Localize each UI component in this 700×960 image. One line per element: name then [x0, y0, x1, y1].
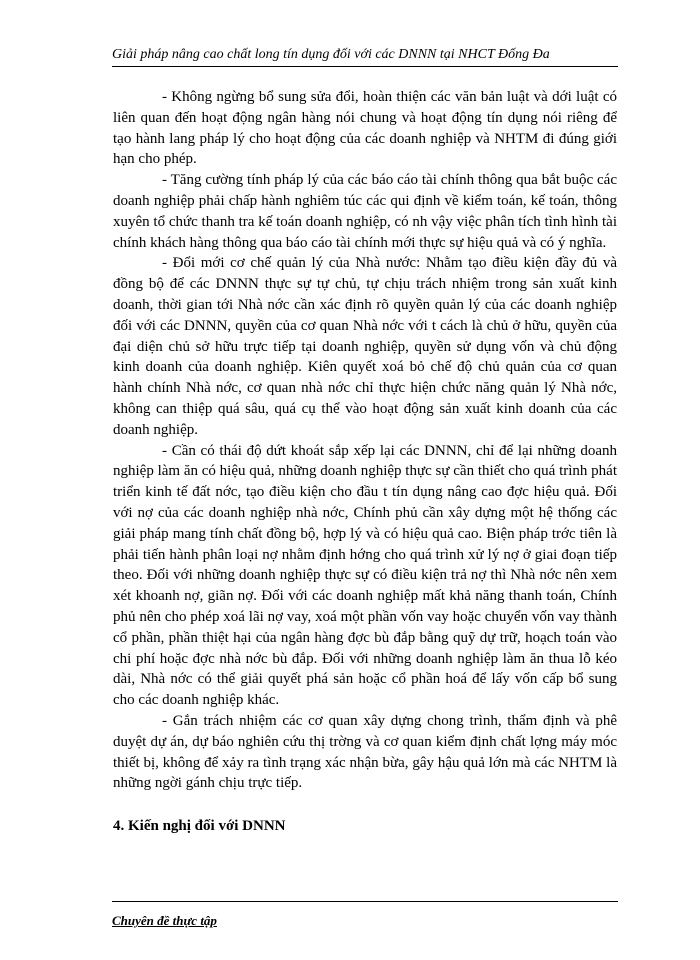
paragraph-financial-reporting: - Tăng cường tính pháp lý của các báo cáo tài chính thông qua bắt buộc các doanh nghiệp phải chấp hành nghiêm túc các qui định về kiểm toán, kế toán, thông xuyên tổ chức thanh tra kế toán doanh nghiệp, có nh vậy việc phân tích tình hình tài chính khách hàng thông qua báo cáo tài chính mới thực sự hiệu quả và có ý nghĩa.	[113, 172, 617, 251]
footer-divider	[112, 901, 618, 902]
running-footer: Chuyên đề thực tập	[112, 913, 217, 928]
running-header: Giải pháp nâng cao chất long tín dụng đối với các DNNN tại NHCT Đống Đa	[112, 47, 550, 62]
paragraph-management-reform: - Đổi mới cơ chế quản lý của Nhà nước: Nhằm tạo điều kiện đầy đủ và đồng bộ để các DNNN thực sự tự chủ, tự chịu trách nhiệm trong sản xuất kinh doanh, thời gian tới Nhà nớc cần xác định rõ quyền quản lý của các doanh nghiệp đối với các DNNN, quyền của cơ quan Nhà nớc với t cách là chủ ở hữu, quyền của đại diện chủ sở hữu trực tiếp tại doanh nghiệp, quyền sử dụng vốn và chủ động kinh doanh của doanh nghiệp. Kiên quyết xoá bỏ chế độ chủ quản của cơ quan hành chính Nhà nớc, cơ quan nhà nớc chỉ thực hiện chức năng quản lý Nhà nớc, không can thiệp quá sâu, quá cụ thể vào hoạt động sản xuất kinh doanh của các doanh nghiệp.	[113, 255, 617, 438]
document-body	[113, 87, 617, 836]
section-heading: 4. Kiến nghị đối với DNNN	[113, 818, 286, 835]
paragraph-legal-framework: - Không ngừng bổ sung sửa đổi, hoàn thiện các văn bản luật và dới luật có liên quan đến hoạt động ngân hàng nói chung và hoạt động tín dụng nói riêng để tạo hành lang pháp lý cho hoạt động của các doanh nghiệp và NHTM đi đúng giới hạn cho phép.	[113, 89, 617, 168]
header-divider	[112, 66, 618, 67]
paragraph-accountability: - Gắn trách nhiệm các cơ quan xây dựng chong trình, thẩm định và phê duyệt dự án, dự báo nghiên cứu thị trờng và cơ quan kiểm định chất lợng máy móc thiết bị, không để xảy ra tình trạng xác nhận bừa, gây hậu quả lớn mà các NHTM là những ngời gánh chịu trực tiếp.	[113, 712, 617, 792]
paragraph-restructuring: - Cần có thái độ dứt khoát sắp xếp lại các DNNN, chỉ để lại những doanh nghiệp làm ăn có hiệu quả, những doanh nghiệp thực sự cần thiết cho quá trình phát triển kinh tế đất nớc, tạo điều kiện cho đầu t tín dụng nâng cao đợc hiệu quả. Đối với nợ của các doanh nghiệp nhà nớc, Chính phủ cần xây dựng một hệ thống các giải pháp mang tính chất đồng bộ, hợp lý và có hiệu quả cao. Biện pháp trớc tiên là phải tiến hành phân loại nợ nhằm định hớng cho quá trình xử lý nợ ở giai đoạn tiếp theo. Đối với những doanh nghiệp thực sự có điều kiện trả nợ thì Nhà nớc nên xem xét khoanh nợ, giãn nợ. Đối với các doanh nghiệp mất khả năng thanh toán, Chính phủ nên cho phép xoá lãi nợ vay, xoá một phần vốn vay hoặc chuyển vốn vay thành cổ phần, phần thiệt hại của ngân hàng đợc bù đắp bằng quỹ dự trữ, hoạch toán vào chi phí hoặc đợc nhà nớc bù đắp. Đối với những doanh nghiệp làm ăn thua lỗ kéo dài, Nhà nớc có thể giải quyết phá sản hoặc cổ phần hoá để lấy vốn cấp bổ sung cho các doanh nghiệp khác.	[113, 442, 617, 709]
